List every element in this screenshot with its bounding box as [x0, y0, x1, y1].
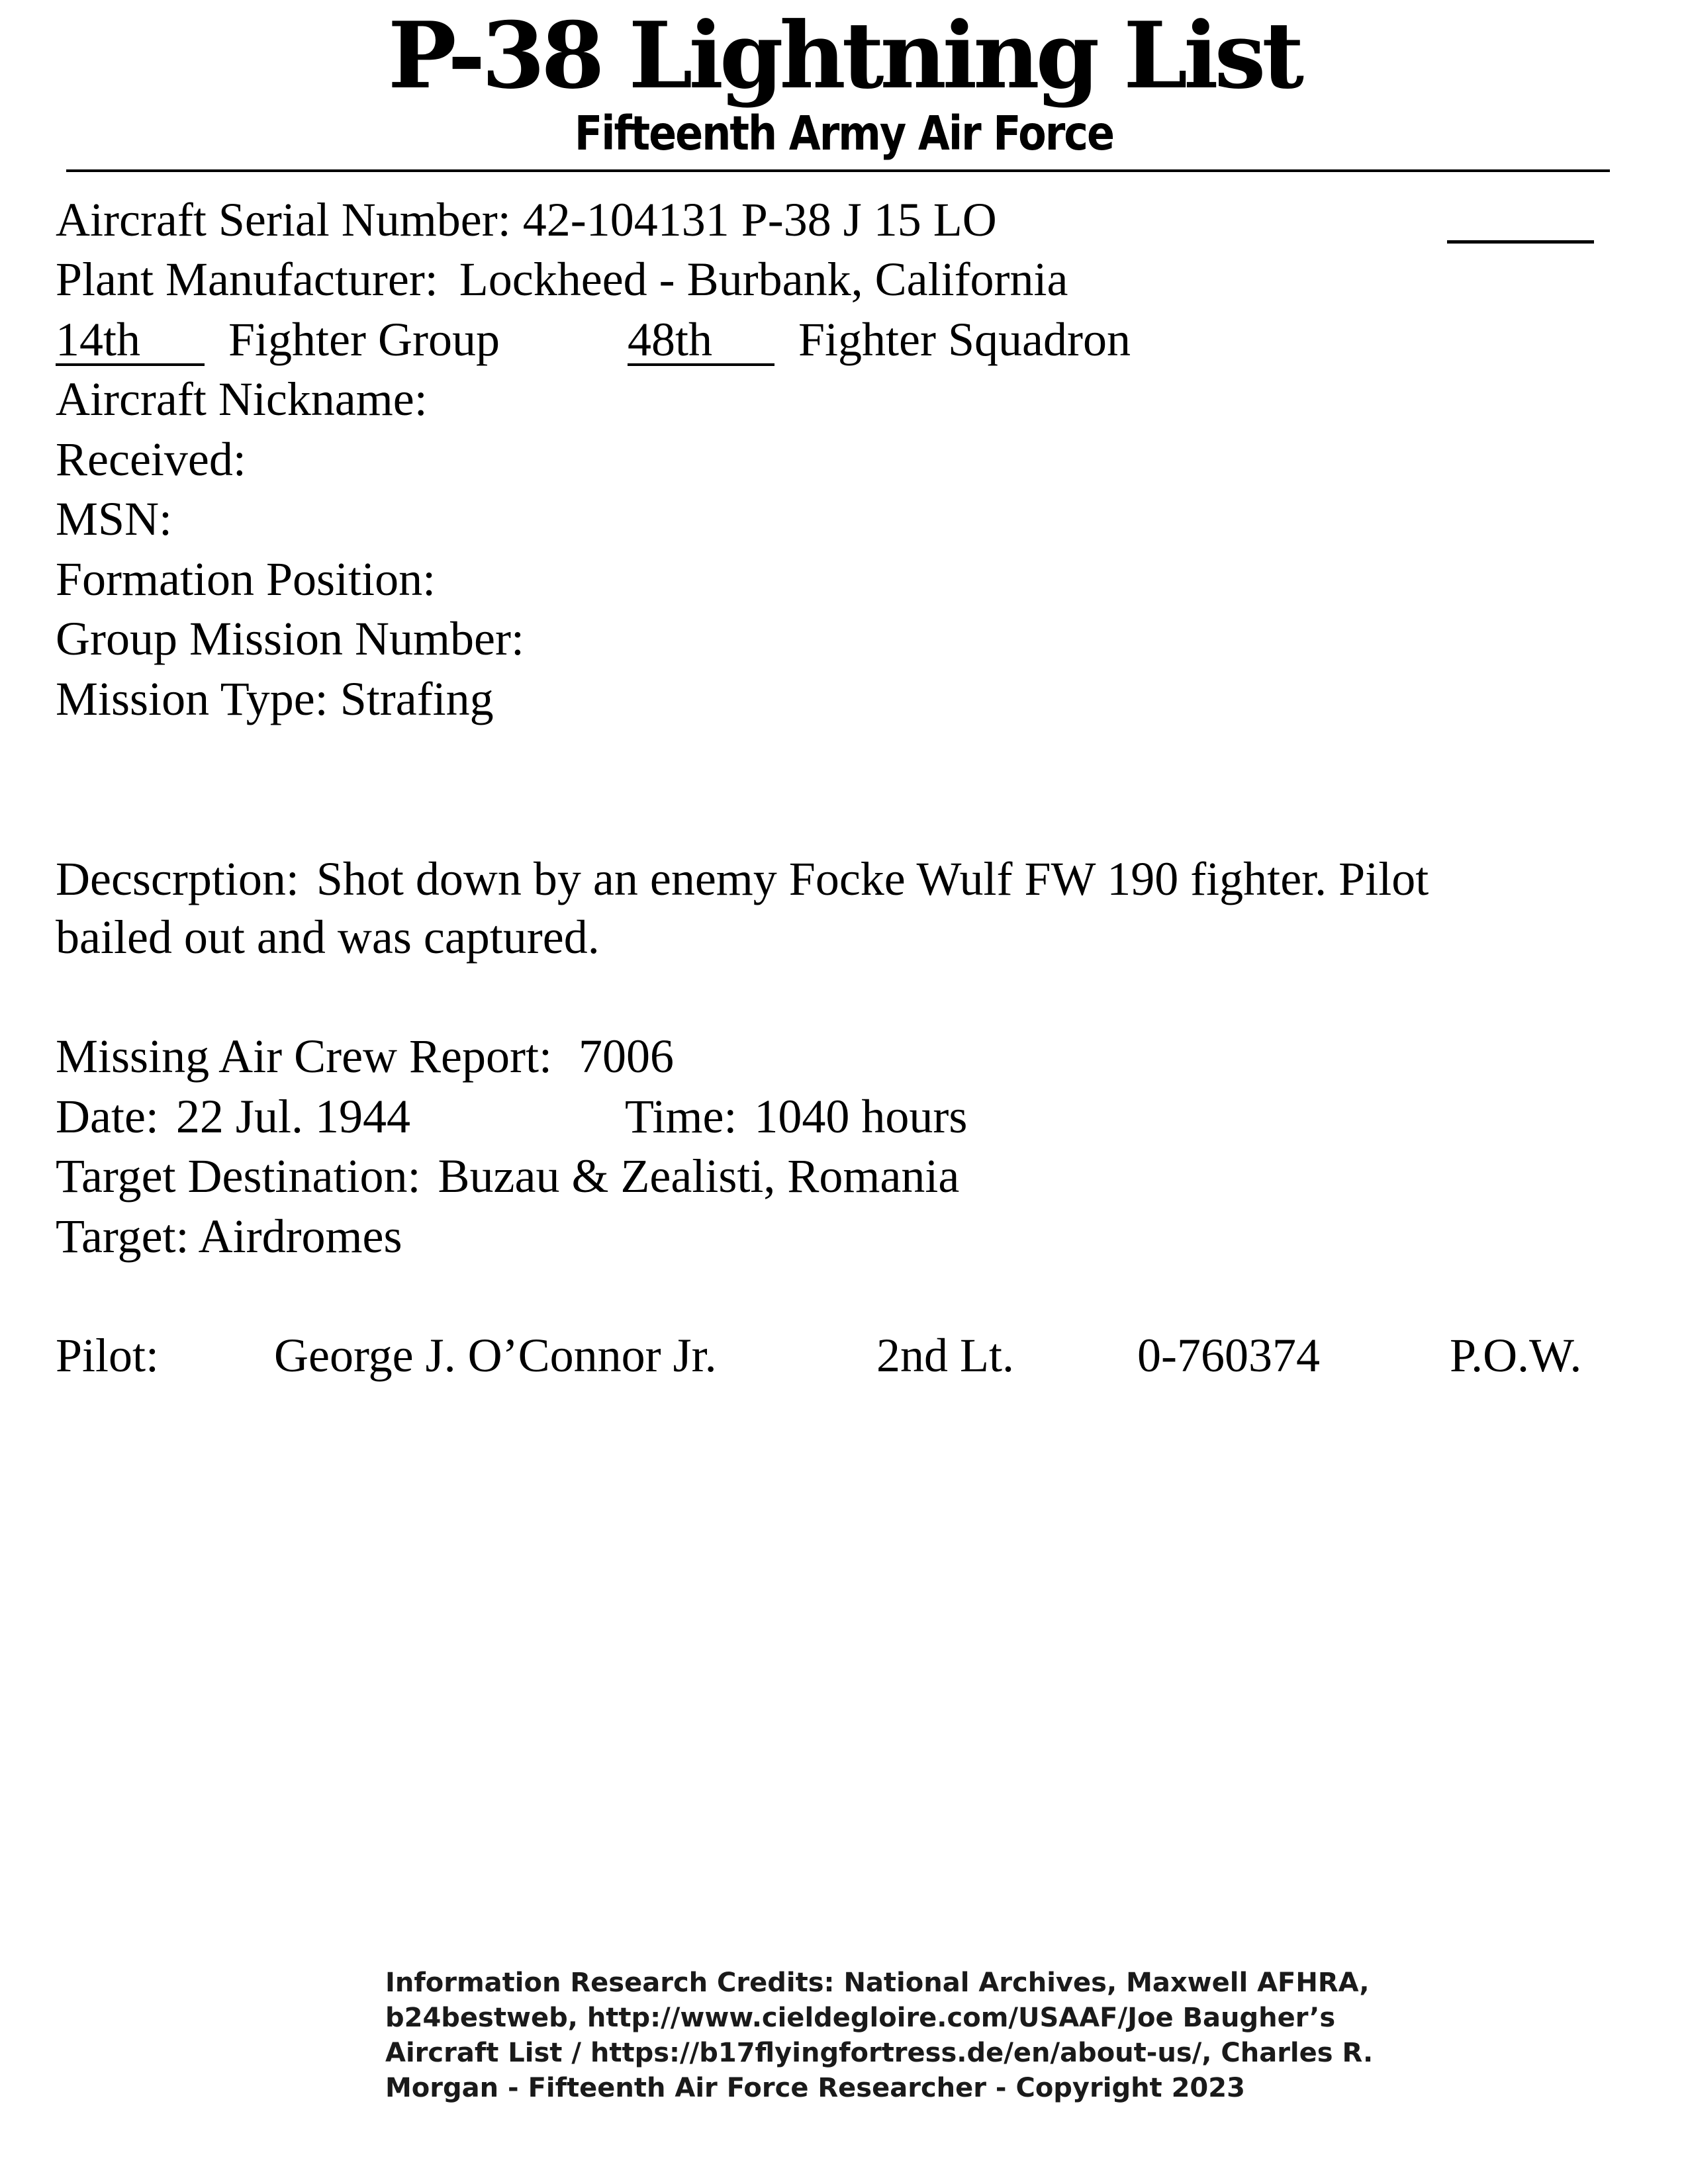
credits-line-2: b24bestweb, http://www.cieldegloire.com/USAAF/Joe Baugher’s — [385, 2003, 1336, 2033]
received-label: Received: — [56, 433, 246, 486]
mission-type-label: Mission Type: — [56, 672, 328, 725]
research-credits — [385, 1966, 1444, 2106]
mission-type-value: Strafing — [340, 672, 494, 725]
group-mission-number-label: Group Mission Number: — [56, 612, 524, 665]
crew-status: P.O.W. — [1450, 1329, 1582, 1382]
fighter-squadron-label: Fighter Squadron — [798, 313, 1131, 366]
squadron-row — [628, 313, 1131, 366]
date-label: Date: — [56, 1090, 159, 1143]
description-line-1 — [56, 852, 1429, 905]
date-value: 22 Jul. 1944 — [175, 1090, 410, 1143]
formation-position-label: Formation Position: — [56, 553, 436, 606]
time-row — [625, 1090, 968, 1143]
description-text-2: bailed out and was captured. — [56, 911, 600, 964]
blank-underline — [1447, 240, 1594, 244]
fighter-group-label: Fighter Group — [228, 313, 500, 366]
credits-line-1: Information Research Credits: National Archives, Maxwell AFHRA, — [385, 1968, 1370, 1998]
page-title: P-38 Lightning List — [387, 1, 1301, 109]
nickname-label: Aircraft Nickname: — [56, 373, 428, 426]
destination-row — [56, 1150, 960, 1203]
manufacturer-value: Lockheed - Burbank, California — [459, 253, 1068, 306]
target-label: Target: — [56, 1210, 189, 1263]
fighter-squadron-number: 48th — [628, 316, 774, 366]
destination-label: Target Destination: — [56, 1150, 421, 1203]
fighter-group-number: 14th — [56, 316, 205, 366]
macr-label: Missing Air Crew Report: — [56, 1030, 552, 1083]
macr-value: 7006 — [579, 1030, 674, 1083]
time-value: 1040 hours — [754, 1090, 968, 1143]
macr-row — [56, 1030, 674, 1083]
serial-number-row — [56, 193, 997, 246]
target-value: Airdromes — [198, 1210, 402, 1263]
serial-number-label: Aircraft Serial Number: — [56, 193, 511, 246]
description-label: Decscrption: — [56, 852, 299, 905]
manufacturer-label: Plant Manufacturer: — [56, 253, 438, 306]
page-subtitle: Fifteenth Army Air Force — [574, 105, 1114, 161]
crew-name: George J. O’Connor Jr. — [274, 1329, 717, 1382]
mission-type-row — [56, 672, 494, 725]
manufacturer-row — [56, 253, 1068, 306]
credits-line-4: Morgan - Fifteenth Air Force Researcher - Copyright 2023 — [385, 2073, 1245, 2103]
time-label: Time: — [625, 1090, 737, 1143]
crew-serial: 0-760374 — [1137, 1329, 1320, 1382]
target-row — [56, 1210, 402, 1263]
crew-rank: 2nd Lt. — [876, 1329, 1014, 1382]
serial-number-value: 42-104131 P-38 J 15 LO — [522, 193, 997, 246]
date-row — [56, 1090, 410, 1143]
msn-label: MSN: — [56, 492, 173, 545]
description-text-1: Shot down by an enemy Focke Wulf FW 190 fighter. Pilot — [316, 852, 1429, 905]
destination-value: Buzau & Zealisti, Romania — [438, 1150, 960, 1203]
header-divider — [66, 169, 1610, 172]
group-row — [56, 313, 500, 366]
crew-role: Pilot: — [56, 1329, 160, 1382]
credits-line-3: Aircraft List / https://b17flyingfortress.de/en/about-us/, Charles R. — [385, 2038, 1374, 2068]
